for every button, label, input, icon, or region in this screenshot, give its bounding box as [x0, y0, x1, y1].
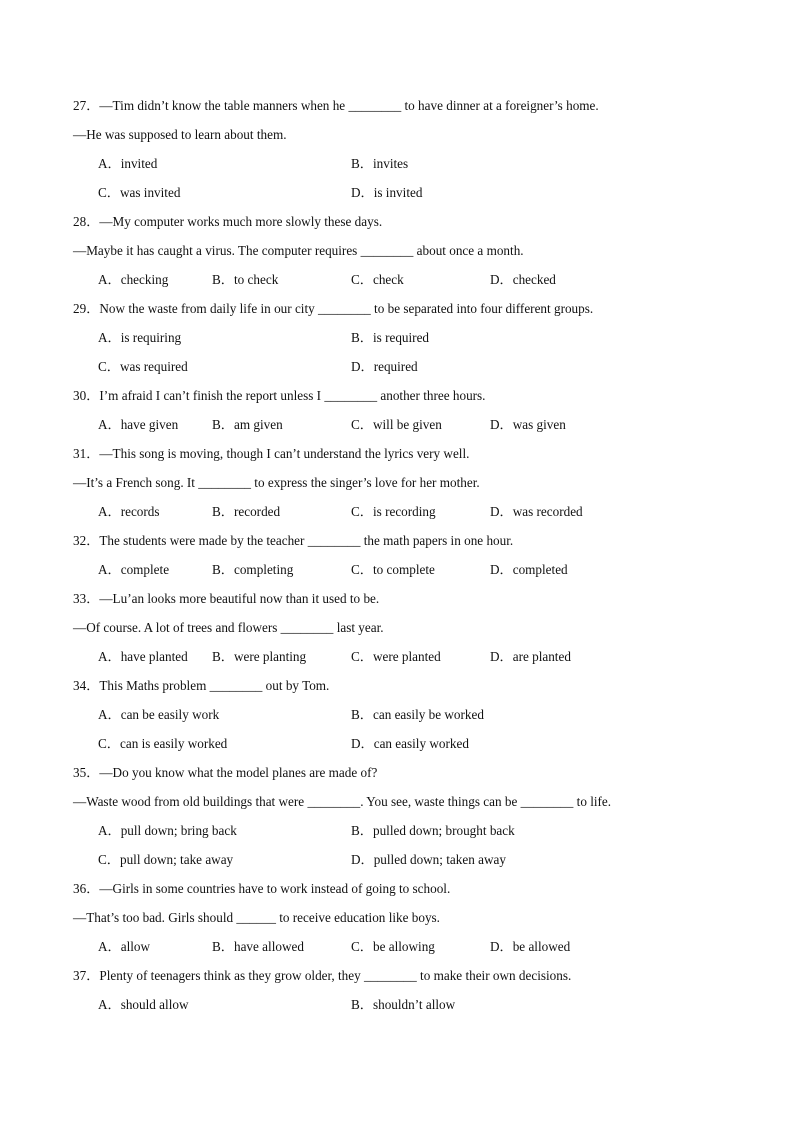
question-text: —It’s a French song. It ________ to express the singer’s love for her mother. — [73, 475, 480, 490]
options-row — [73, 937, 733, 966]
option-c: C．was required — [98, 359, 188, 374]
option-a: A．is requiring — [98, 330, 182, 345]
question-text: —Maybe it has caught a virus. The computer requires ________ about once a month. — [73, 243, 524, 258]
option-c: C．be allowing — [351, 939, 435, 954]
question-34 — [73, 676, 733, 763]
question-35 — [73, 763, 733, 879]
question-27 — [73, 96, 733, 212]
question-text: 32．The students were made by the teacher ________ the math papers in one hour. — [73, 533, 514, 548]
question-text: 35．—Do you know what the model planes are made of? — [73, 765, 378, 780]
question-31 — [73, 444, 733, 531]
option-a: A．should allow — [98, 997, 189, 1012]
question-text: 37．Plenty of teenagers think as they grow older, they ________ to make their own decisions. — [73, 968, 572, 983]
option-c: C．pull down; take away — [98, 852, 234, 867]
option-c: C．check — [351, 272, 404, 287]
option-b: B．have allowed — [212, 939, 304, 954]
option-b: B．were planting — [212, 649, 307, 664]
options-row — [73, 183, 733, 212]
options-row — [73, 850, 733, 879]
option-d: D．is invited — [351, 185, 423, 200]
options-row — [73, 415, 733, 444]
question-33 — [73, 589, 733, 676]
option-a: A．allow — [98, 939, 151, 954]
option-b: B．invites — [351, 156, 409, 171]
option-c: C．were planted — [351, 649, 441, 664]
question-30 — [73, 386, 733, 444]
question-text: 29．Now the waste from daily life in our city ________ to be separated into four different groups. — [73, 301, 594, 316]
options-row — [73, 647, 733, 676]
options-row — [73, 705, 733, 734]
option-d: D．completed — [490, 562, 568, 577]
option-b: B．shouldn’t allow — [351, 997, 456, 1012]
options-row — [73, 328, 733, 357]
option-d: D．pulled down; taken away — [351, 852, 506, 867]
option-c: C．will be given — [351, 417, 442, 432]
option-c: C．can is easily worked — [98, 736, 228, 751]
options-row — [73, 734, 733, 763]
question-text: 28．—My computer works much more slowly these days. — [73, 214, 383, 229]
option-c: C．is recording — [351, 504, 436, 519]
option-d: D．be allowed — [490, 939, 571, 954]
question-text: —That’s too bad. Girls should ______ to receive education like boys. — [73, 910, 440, 925]
option-b: B．completing — [212, 562, 294, 577]
options-row — [73, 154, 733, 183]
options-row — [73, 821, 733, 850]
exam-page — [73, 96, 733, 1024]
option-a: A．complete — [98, 562, 170, 577]
option-d: D．was given — [490, 417, 566, 432]
option-c: C．was invited — [98, 185, 181, 200]
options-row — [73, 357, 733, 386]
option-a: A．invited — [98, 156, 158, 171]
option-b: B．am given — [212, 417, 283, 432]
option-d: D．checked — [490, 272, 556, 287]
option-b: B．to check — [212, 272, 279, 287]
question-29 — [73, 299, 733, 386]
question-32 — [73, 531, 733, 589]
option-d: D．are planted — [490, 649, 571, 664]
option-d: D．can easily worked — [351, 736, 469, 751]
question-text: 27．—Tim didn’t know the table manners when he ________ to have dinner at a foreigner’s home. — [73, 98, 599, 113]
question-text: 36．—Girls in some countries have to work instead of going to school. — [73, 881, 451, 896]
option-b: B．recorded — [212, 504, 281, 519]
option-b: B．can easily be worked — [351, 707, 484, 722]
option-d: D．was recorded — [490, 504, 583, 519]
question-text: 30．I’m afraid I can’t finish the report unless I ________ another three hours. — [73, 388, 486, 403]
options-row — [73, 995, 733, 1024]
question-text: 31．—This song is moving, though I can’t understand the lyrics very well. — [73, 446, 470, 461]
options-row — [73, 502, 733, 531]
option-c: C．to complete — [351, 562, 435, 577]
options-row — [73, 270, 733, 299]
option-d: D．required — [351, 359, 418, 374]
option-a: A．checking — [98, 272, 169, 287]
option-b: B．is required — [351, 330, 430, 345]
question-text: 33．—Lu’an looks more beautiful now than it used to be. — [73, 591, 380, 606]
option-a: A．can be easily work — [98, 707, 220, 722]
question-text: —Of course. A lot of trees and flowers ________ last year. — [73, 620, 384, 635]
options-row — [73, 560, 733, 589]
option-a: A．have planted — [98, 649, 188, 664]
question-28 — [73, 212, 733, 299]
question-36 — [73, 879, 733, 966]
option-a: A．records — [98, 504, 160, 519]
option-b: B．pulled down; brought back — [351, 823, 515, 838]
question-text: 34．This Maths problem ________ out by Tom. — [73, 678, 330, 693]
option-a: A．have given — [98, 417, 179, 432]
question-37 — [73, 966, 733, 1024]
question-text: —Waste wood from old buildings that were ________. You see, waste things can be ________ to life. — [73, 794, 612, 809]
question-text: —He was supposed to learn about them. — [73, 127, 287, 142]
option-a: A．pull down; bring back — [98, 823, 237, 838]
